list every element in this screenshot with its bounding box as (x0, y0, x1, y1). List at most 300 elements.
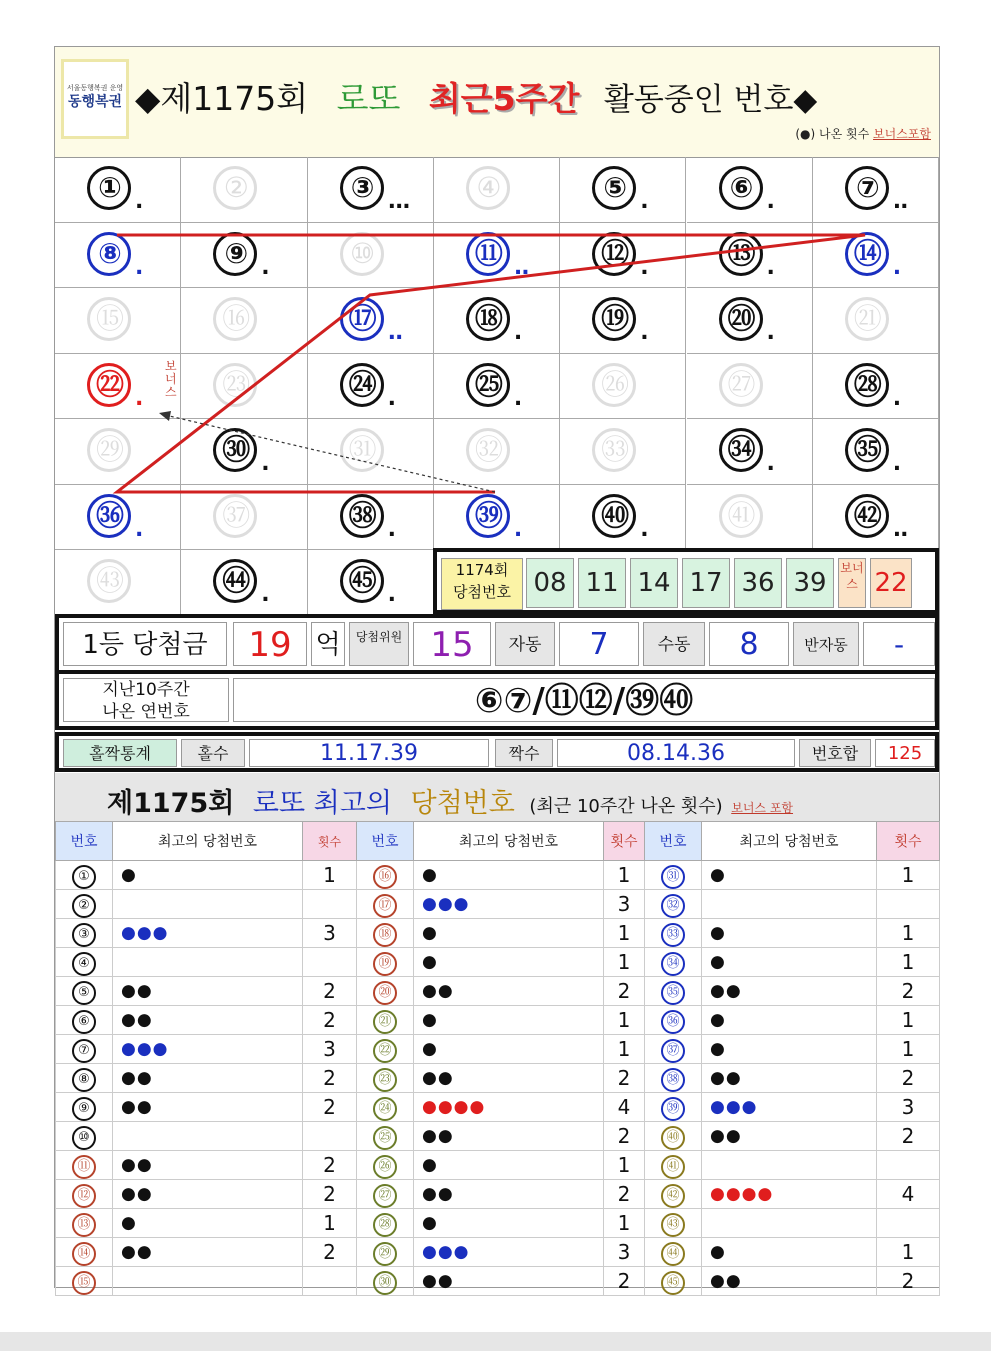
bonus-ball: 22 (870, 558, 912, 608)
number-ball: ⑳ (719, 297, 763, 341)
number-circle: ⑱ (373, 923, 397, 947)
appearance-marks: ●●● (702, 1093, 877, 1122)
trend-polyline (117, 235, 865, 492)
appearance-marks: ●●●● (702, 1180, 877, 1209)
appearance-count: 2 (604, 977, 645, 1006)
number-ball: ⑬ (719, 232, 763, 276)
number-circle: ㉗ (373, 1184, 397, 1208)
lotto-sheet (54, 46, 940, 1293)
appearance-count: 4 (877, 1180, 940, 1209)
appearance-dots: . (261, 451, 269, 476)
number-ball: ⑥ (719, 166, 763, 210)
prize-unit: 억 (311, 622, 345, 666)
number-circle: ㊴ (661, 1097, 685, 1121)
winners-label: 당첨위원 (349, 622, 409, 666)
number-ball: ⑨ (213, 232, 257, 276)
semi-auto-count: - (863, 622, 935, 666)
number-ball: ㉙ (87, 428, 131, 472)
winning-ball: 36 (734, 558, 782, 608)
number-circle: ㊵ (661, 1126, 685, 1150)
number-cell (645, 1006, 702, 1035)
appearance-count: 2 (303, 1006, 357, 1035)
appearance-marks: ●● (113, 977, 303, 1006)
appearance-marks: ● (414, 1006, 604, 1035)
auto-count: 7 (559, 622, 639, 666)
col-num-header: 번호 (56, 822, 113, 861)
number-cell (56, 1035, 113, 1064)
number-cell (56, 1238, 113, 1267)
number-circle: ㊲ (661, 1039, 685, 1063)
table-row (56, 861, 940, 890)
appearance-count: 1 (604, 1035, 645, 1064)
number-cell (357, 1122, 414, 1151)
number-circle: ⑬ (72, 1213, 96, 1237)
number-ball: ⑤ (592, 166, 636, 210)
number-ball: ⑧ (87, 232, 131, 276)
number-circle: ㉚ (373, 1271, 397, 1295)
col-count-header: 횟수 (303, 822, 357, 861)
best-title-win: 당첨번호 (410, 788, 515, 819)
winning-ball: 11 (578, 558, 626, 608)
consecutive-label-line2: 나온 연번호 (102, 702, 190, 722)
number-cell (645, 1064, 702, 1093)
last-draw-label-ep: 1174회 (455, 561, 509, 579)
appearance-marks: ●● (414, 1064, 604, 1093)
col-best-header: 최고의 당첨번호 (414, 822, 604, 861)
appearance-marks: ●● (702, 1122, 877, 1151)
appearance-marks: ●● (702, 1267, 877, 1296)
appearance-marks: ● (113, 1209, 303, 1238)
number-circle: ⑤ (72, 981, 96, 1005)
table-row (56, 1093, 940, 1122)
number-ball: ㊷ (845, 494, 889, 538)
appearance-marks (113, 890, 303, 919)
number-circle: ② (72, 894, 96, 918)
number-cell (645, 1093, 702, 1122)
appearance-dots: .. (513, 254, 529, 280)
appearance-marks: ●● (414, 1122, 604, 1151)
prize-amount: 19 (233, 622, 307, 666)
number-circle: ⑦ (72, 1039, 96, 1063)
appearance-marks (113, 1267, 303, 1296)
sum-label: 번호합 (799, 739, 871, 767)
appearance-count: 2 (303, 977, 357, 1006)
appearance-marks: ● (702, 919, 877, 948)
appearance-count: 2 (303, 1180, 357, 1209)
header (55, 47, 939, 158)
number-cell (357, 977, 414, 1006)
number-circle: ⑥ (72, 1010, 96, 1034)
number-circle: ㊺ (661, 1271, 685, 1295)
appearance-count: 3 (877, 1093, 940, 1122)
appearance-marks: ● (113, 861, 303, 890)
number-ball: ② (213, 166, 257, 210)
number-circle: ⑭ (72, 1242, 96, 1266)
appearance-marks: ●●● (414, 1238, 604, 1267)
number-ball: ㊲ (213, 494, 257, 538)
table-header-row (56, 822, 940, 861)
appearance-dots: . (135, 189, 143, 214)
number-cell (645, 1209, 702, 1238)
odd-even-row (55, 732, 939, 772)
appearance-count: 1 (877, 948, 940, 977)
number-circle: ⑰ (373, 894, 397, 918)
best-title-note: (최근 10주간 나온 횟수) (529, 796, 723, 817)
appearance-count: 4 (604, 1093, 645, 1122)
number-ball: ㉑ (845, 297, 889, 341)
number-cell (357, 1238, 414, 1267)
number-cell (56, 890, 113, 919)
table-row (56, 1035, 940, 1064)
number-ball: ⑱ (466, 297, 510, 341)
title-active: 활동중인 번호◆ (603, 82, 818, 118)
subtitle-count: (●) 나온 횟수 (795, 127, 870, 141)
appearance-count (877, 1151, 940, 1180)
number-ball: ⑰ (340, 297, 384, 341)
winning-ball: 08 (526, 558, 574, 608)
number-cell (56, 919, 113, 948)
best-title-text (107, 781, 793, 820)
consecutive-row (55, 670, 939, 730)
table-row (56, 919, 940, 948)
table-row (56, 1064, 940, 1093)
number-circle: ④ (72, 952, 96, 976)
appearance-count: 1 (877, 1035, 940, 1064)
number-ball: ㉜ (466, 428, 510, 472)
appearance-dots: .. (387, 320, 403, 345)
appearance-count (303, 890, 357, 919)
number-cell (56, 1151, 113, 1180)
appearance-marks: ●● (113, 1093, 303, 1122)
number-ball: ⑭ (845, 232, 889, 276)
manual-count: 8 (709, 622, 789, 666)
number-cell (56, 1064, 113, 1093)
appearance-dots: . (892, 451, 901, 476)
number-ball: ㉘ (845, 363, 889, 407)
number-ball: ⑦ (845, 166, 889, 210)
winning-ball: 14 (630, 558, 678, 608)
appearance-count: 1 (877, 1006, 940, 1035)
appearance-marks: ● (414, 1151, 604, 1180)
number-circle: ㉛ (661, 865, 685, 889)
even-value: 08.14.36 (557, 739, 795, 767)
table-row (56, 977, 940, 1006)
consecutive-label (63, 678, 229, 722)
appearance-dots: . (766, 451, 774, 476)
appearance-marks: ●● (414, 1180, 604, 1209)
number-circle: ㉕ (373, 1126, 397, 1150)
number-cell (56, 861, 113, 890)
number-cell (357, 1209, 414, 1238)
appearance-marks: ● (702, 948, 877, 977)
appearance-count (303, 948, 357, 977)
number-circle: ㉞ (661, 952, 685, 976)
appearance-dots: . (387, 582, 395, 607)
number-circle: ⑪ (72, 1155, 96, 1179)
last-draw-label-text: 당첨번호 (453, 583, 511, 601)
number-cell (645, 890, 702, 919)
number-ball: ㉛ (340, 428, 384, 472)
number-cell (645, 1035, 702, 1064)
number-ball: ㉚ (213, 428, 257, 472)
semi-auto-label: 반자동 (793, 622, 859, 666)
table-row (56, 1151, 940, 1180)
appearance-dots: . (766, 189, 774, 214)
appearance-count (303, 1267, 357, 1296)
number-ball: ㊱ (87, 494, 131, 538)
number-ball: ㊴ (466, 494, 510, 538)
appearance-dots: . (387, 516, 395, 542)
appearance-dots: . (513, 320, 522, 345)
appearance-marks: ●●● (113, 919, 303, 948)
appearance-marks: ●●● (113, 1035, 303, 1064)
best-numbers-table (55, 821, 940, 1296)
number-cell (56, 1267, 113, 1296)
consecutive-label-line1: 지난10주간 (102, 680, 190, 700)
number-circle: ㉒ (373, 1039, 397, 1063)
appearance-count: 2 (604, 1064, 645, 1093)
appearance-marks: ●● (113, 1238, 303, 1267)
appearance-marks: ●● (113, 1180, 303, 1209)
number-cell (357, 948, 414, 977)
table-row (56, 1180, 940, 1209)
number-cell (645, 1151, 702, 1180)
col-best-header: 최고의 당첨번호 (113, 822, 303, 861)
table-row (56, 1209, 940, 1238)
appearance-count: 2 (303, 1151, 357, 1180)
odd-label: 홀수 (181, 739, 245, 767)
appearance-count: 2 (303, 1093, 357, 1122)
appearance-dots: .. (892, 516, 908, 542)
number-cell (645, 948, 702, 977)
first-prize-label: 1등 당첨금 (63, 622, 227, 666)
number-ball: ㉓ (213, 363, 257, 407)
number-ball: ㉕ (466, 363, 510, 407)
appearance-dots: . (640, 516, 648, 542)
appearance-dots: . (513, 385, 522, 411)
number-circle: ㊱ (661, 1010, 685, 1034)
appearance-marks: ●● (414, 1267, 604, 1296)
consecutive-value: ⑥⑦/⑪⑫/㊴㊵ (233, 678, 935, 722)
number-circle: ① (72, 865, 96, 889)
col-num-header: 번호 (357, 822, 414, 861)
trend-lines (55, 157, 939, 614)
winning-ball: 39 (786, 558, 834, 608)
best-title-bonus: 보너스 포함 (731, 801, 794, 815)
number-cell (645, 1267, 702, 1296)
appearance-count: 2 (604, 1267, 645, 1296)
number-ball: ㉟ (845, 428, 889, 472)
number-ball: ⑪ (466, 232, 510, 276)
number-circle: ⑫ (72, 1184, 96, 1208)
appearance-count (303, 1122, 357, 1151)
winning-ball: 17 (682, 558, 730, 608)
last-draw-label (441, 558, 523, 610)
logo-small-text: 서울동행복권 운영 (66, 84, 124, 92)
number-circle: ③ (72, 923, 96, 947)
number-ball: ㉖ (592, 363, 636, 407)
number-cell (645, 1122, 702, 1151)
number-cell (357, 1035, 414, 1064)
odd-even-label: 홀짝통계 (63, 739, 177, 767)
number-circle: ⑩ (72, 1126, 96, 1150)
appearance-dots: . (135, 516, 143, 542)
number-cell (56, 977, 113, 1006)
appearance-marks: ● (702, 861, 877, 890)
appearance-count: 3 (303, 1035, 357, 1064)
appearance-marks: ●● (113, 1064, 303, 1093)
appearance-marks: ●● (702, 1064, 877, 1093)
number-cell (56, 1122, 113, 1151)
auto-label: 자동 (495, 622, 555, 666)
appearance-count: 2 (604, 1180, 645, 1209)
number-cell (645, 861, 702, 890)
appearance-dots: . (135, 254, 143, 280)
best-numbers-title (55, 773, 939, 822)
number-ball: ㊹ (213, 559, 257, 603)
appearance-count: 1 (877, 861, 940, 890)
number-ball: ㉞ (719, 428, 763, 472)
appearance-marks: ●● (414, 977, 604, 1006)
bonus-label: 보너스 (838, 558, 866, 608)
number-cell (357, 1151, 414, 1180)
table-row (56, 1006, 940, 1035)
appearance-marks: ● (414, 1209, 604, 1238)
number-cell (56, 1209, 113, 1238)
appearance-count: 1 (303, 861, 357, 890)
number-circle: ㉑ (373, 1010, 397, 1034)
table-row (56, 948, 940, 977)
number-cell (357, 1006, 414, 1035)
number-circle: ㉘ (373, 1213, 397, 1237)
table-row (56, 1267, 940, 1296)
appearance-dots: . (766, 254, 774, 280)
title-episode: ◆제1175회 (135, 79, 309, 118)
appearance-dots: . (640, 254, 648, 280)
bottom-strip (0, 1332, 991, 1351)
bonus-side-label: 보너스 (165, 358, 177, 399)
last-draw-box (433, 548, 939, 614)
col-best-header: 최고의 당첨번호 (702, 822, 877, 861)
number-ball: ㊵ (592, 494, 636, 538)
number-circle: ⑳ (373, 981, 397, 1005)
number-ball: ⑩ (340, 232, 384, 276)
number-circle: ㊳ (661, 1068, 685, 1092)
number-ball: ㉒ (87, 363, 131, 407)
appearance-dots: . (261, 582, 269, 607)
number-ball: ⑲ (592, 297, 636, 341)
logo-text: 동행복권 (67, 94, 123, 110)
number-cell (357, 890, 414, 919)
number-ball: ㊳ (340, 494, 384, 538)
number-cell (357, 1267, 414, 1296)
number-circle: ㉙ (373, 1242, 397, 1266)
appearance-count: 3 (604, 890, 645, 919)
appearance-count: 1 (604, 1151, 645, 1180)
appearance-count: 2 (877, 1267, 940, 1296)
number-circle: ⑲ (373, 952, 397, 976)
number-circle: ㉟ (661, 981, 685, 1005)
number-ball: ㊶ (719, 494, 763, 538)
number-cell (56, 1093, 113, 1122)
number-cell (645, 1180, 702, 1209)
even-label: 짝수 (495, 739, 553, 767)
appearance-dots: . (766, 320, 774, 345)
number-ball: ㉝ (592, 428, 636, 472)
number-circle: ⑯ (373, 865, 397, 889)
number-circle: ㊷ (661, 1184, 685, 1208)
appearance-count: 2 (877, 1064, 940, 1093)
appearance-marks: ●● (113, 1151, 303, 1180)
appearance-count: 1 (604, 861, 645, 890)
appearance-marks: ● (414, 948, 604, 977)
number-ball: ④ (466, 166, 510, 210)
number-circle: ⑮ (72, 1271, 96, 1295)
number-ball: ㉗ (719, 363, 763, 407)
manual-label: 수동 (643, 622, 705, 666)
number-cell (357, 919, 414, 948)
prize-row (55, 614, 939, 674)
number-ball: ㊸ (87, 559, 131, 603)
logo (61, 59, 129, 139)
number-ball: ㉔ (340, 363, 384, 407)
best-title-episode: 제1175회 (107, 788, 235, 819)
title-lotto: 로또 (336, 79, 401, 118)
number-cell (56, 1180, 113, 1209)
appearance-dots: . (513, 516, 522, 542)
appearance-count: 1 (604, 1006, 645, 1035)
appearance-marks: ● (414, 861, 604, 890)
appearance-marks: ● (702, 1238, 877, 1267)
col-num-header: 번호 (645, 822, 702, 861)
number-cell (357, 861, 414, 890)
appearance-count: 1 (604, 948, 645, 977)
appearance-count: 2 (303, 1064, 357, 1093)
appearance-count: 2 (877, 1122, 940, 1151)
appearance-count: 1 (877, 919, 940, 948)
number-circle: ⑧ (72, 1068, 96, 1092)
appearance-count: 3 (604, 1238, 645, 1267)
number-circle: ㊶ (661, 1155, 685, 1179)
number-cell (357, 1093, 414, 1122)
appearance-dots: . (135, 385, 143, 411)
appearance-marks: ●● (702, 977, 877, 1006)
number-circle: ㊹ (661, 1242, 685, 1266)
appearance-count: 1 (877, 1238, 940, 1267)
odd-value: 11.17.39 (249, 739, 489, 767)
appearance-count: 2 (303, 1238, 357, 1267)
appearance-dots: . (640, 189, 648, 214)
appearance-count (877, 890, 940, 919)
appearance-count: 1 (604, 919, 645, 948)
appearance-count: 2 (877, 977, 940, 1006)
appearance-marks (113, 1122, 303, 1151)
bonus-arrow-head (159, 411, 171, 421)
table-row (56, 1238, 940, 1267)
appearance-marks: ● (414, 919, 604, 948)
number-ball: ㊺ (340, 559, 384, 603)
appearance-dots: . (387, 385, 395, 411)
number-cell (56, 948, 113, 977)
number-cell (56, 1006, 113, 1035)
number-ball: ⑮ (87, 297, 131, 341)
appearance-count: 1 (604, 1209, 645, 1238)
number-circle: ㉝ (661, 923, 685, 947)
appearance-marks: ● (414, 1035, 604, 1064)
number-circle: ㊸ (661, 1213, 685, 1237)
appearance-dots: . (892, 385, 901, 411)
appearance-dots: . (640, 320, 648, 345)
